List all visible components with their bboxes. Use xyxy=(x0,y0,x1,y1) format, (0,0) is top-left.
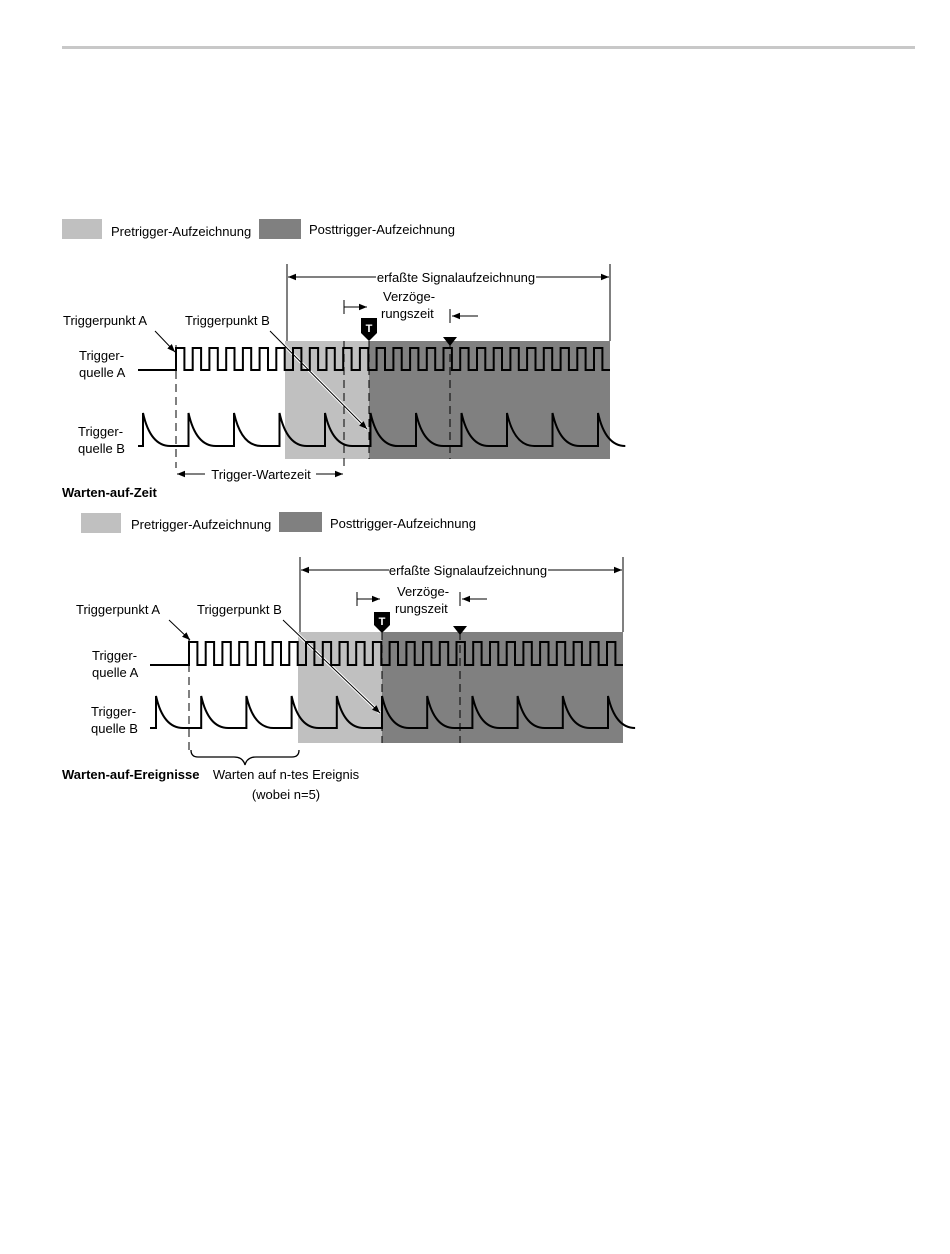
delay-label-line1: Verzöge- xyxy=(383,289,436,304)
wait-label-line1: Warten auf n-tes Ereignis xyxy=(212,767,360,782)
panel-wait-events xyxy=(62,512,635,802)
wait-brace xyxy=(191,750,299,765)
posttrigger-region xyxy=(369,341,610,459)
legend-label-pretrigger: Pretrigger-Aufzeichnung xyxy=(131,517,272,532)
posttrigger-region xyxy=(382,632,623,743)
legend-swatch-posttrigger xyxy=(279,512,322,532)
delay-label-line1: Verzöge- xyxy=(397,584,450,599)
source-b-label-line1: Trigger- xyxy=(78,424,124,439)
trigger-point-a-pointer xyxy=(169,620,190,640)
source-b-label-line2: quelle B xyxy=(78,441,125,456)
source-a-label-line1: Trigger- xyxy=(92,648,138,663)
trigger-point-a-label: Triggerpunkt A xyxy=(76,602,161,617)
trigger-point-a-label: Triggerpunkt A xyxy=(63,313,148,328)
source-a-label-line2: quelle A xyxy=(79,365,126,380)
trigger-marker-label: T xyxy=(365,323,373,335)
trigger-marker-label: T xyxy=(378,616,386,628)
source-b-label-line2: quelle B xyxy=(91,721,138,736)
delay-label-line2: rungszeit xyxy=(395,601,448,616)
wait-label: Trigger-Wartezeit xyxy=(211,467,311,482)
source-b-label-line1: Trigger- xyxy=(91,704,137,719)
trigger-point-b-label: Triggerpunkt B xyxy=(185,313,270,328)
legend-swatch-pretrigger xyxy=(81,513,121,533)
trigger-point-a-pointer xyxy=(155,331,175,352)
panel-wait-time xyxy=(62,219,625,500)
legend-swatch-pretrigger xyxy=(62,219,102,239)
record-label: erfaßte Signalaufzeichnung xyxy=(388,563,548,578)
wait-label-line2: (wobei n=5) xyxy=(251,787,321,802)
delay-label-line2: rungszeit xyxy=(381,306,434,321)
source-a-label-line1: Trigger- xyxy=(79,348,125,363)
legend-label-pretrigger: Pretrigger-Aufzeichnung xyxy=(111,224,252,239)
mode-title: Warten-auf-Zeit xyxy=(62,485,157,500)
trigger-point-b-label: Triggerpunkt B xyxy=(197,602,282,617)
record-label: erfaßte Signalaufzeichnung xyxy=(376,270,536,285)
legend-label-posttrigger: Posttrigger-Aufzeichnung xyxy=(330,516,476,531)
legend-swatch-posttrigger xyxy=(259,219,301,239)
source-a-label-line2: quelle A xyxy=(92,665,139,680)
legend-label-posttrigger: Posttrigger-Aufzeichnung xyxy=(309,222,455,237)
mode-title: Warten-auf-Ereignisse xyxy=(62,767,200,782)
